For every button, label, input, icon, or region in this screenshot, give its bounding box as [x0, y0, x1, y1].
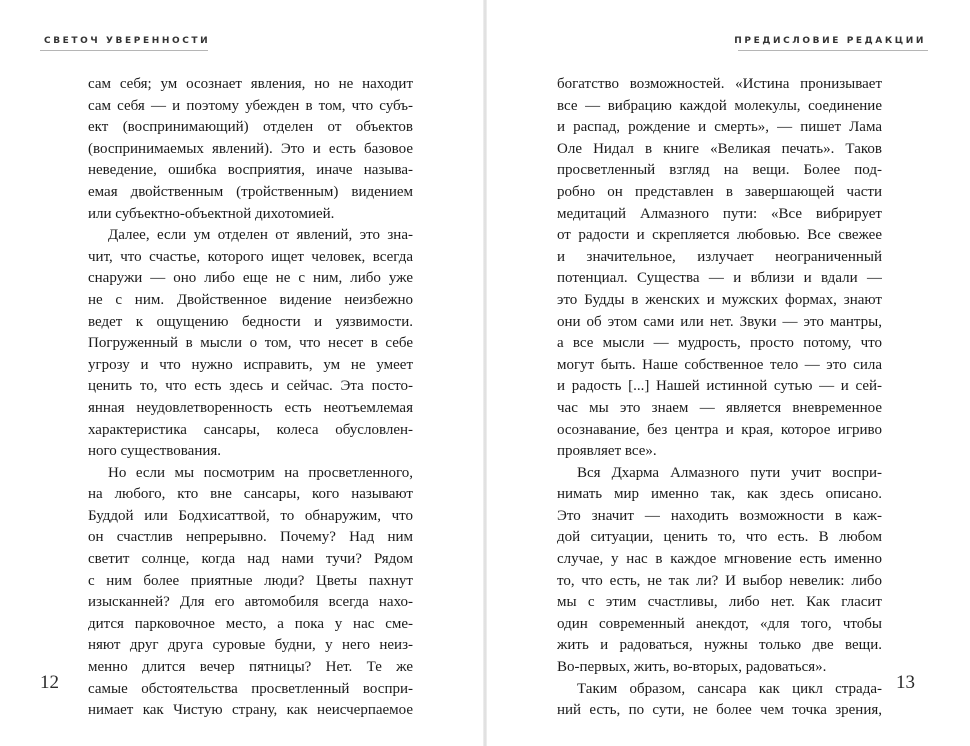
text-line: на любого, кто вне сансары, кого называют [88, 486, 413, 503]
text-line: ведет к ощущению бедности и уязвимости. [88, 313, 413, 330]
text-line: самые обстоятельства просветленный воспри- [88, 680, 413, 697]
text-line: Оле Нидал в книге «Великая печать». Таков [557, 140, 882, 157]
text-line: янная неудовлетворенность есть неотъемлемая [88, 399, 413, 416]
text-line: Вся Дхарма Алмазного пути учит воспри- [577, 464, 882, 481]
running-head-right: ПРЕДИСЛОВИЕ РЕДАКЦИИ [734, 36, 926, 46]
text-line: сам себя — и поэтому убежден в том, что субъ- [88, 97, 413, 114]
text-line: с ним более приятные люди? Цветы пахнут [88, 572, 413, 589]
text-line: или субъектно-объектной дихотомией. [88, 205, 335, 222]
text-line: ценить то, что есть здесь и сейчас. Эта посто- [88, 378, 413, 395]
text-line: от радости и скрепляется любовью. Все свежее [557, 227, 882, 244]
text-line: просветленный взгляд на вещи. Более под- [557, 162, 882, 179]
text-line: сам себя; ум осознает явления, но не находит [88, 76, 413, 92]
text-line: ний есть, по сути, не более чем точка зрения, [557, 702, 882, 719]
text-line: Таким образом, сансара как цикл страда- [577, 680, 882, 697]
text-line: и значительное, излучает неограниченный [557, 248, 882, 265]
text-line: богатство возможностей. «Истина пронизывает [557, 76, 882, 92]
text-line: это Будды в женских и мужских формах, знают [557, 291, 882, 308]
running-head-left: СВЕТОЧ УВЕРЕННОСТИ [44, 36, 211, 46]
text-line: снаружи — оно либо еще не с ним, либо уже [88, 270, 413, 287]
text-line: светит солнце, когда над нами тучи? Рядом [88, 551, 413, 568]
text-line: неведение, ошибка восприятия, иначе называ- [88, 162, 413, 179]
text-line: час мы это знаем — является вневременное [557, 399, 882, 416]
text-line: жить и радоваться, нужны только две вещи. [557, 637, 882, 654]
text-line: Но если мы посмотрим на просветленного, [108, 464, 413, 481]
text-line: изысканней? Для его автомобиля всегда нахо- [88, 594, 413, 611]
header-rule-left [40, 50, 208, 51]
text-line: и радость [...] Нашей истинной сутью — и сей- [557, 378, 882, 395]
text-line: Погруженный в мысли о том, что несет в себе [88, 335, 413, 352]
text-line: и распад, рождение и смерть», — пишет Лама [557, 119, 882, 136]
right-page-body [557, 74, 882, 722]
text-line: Буддой или Бодхисаттвой, то обнаружим, что [88, 507, 413, 524]
text-line: мы с этим счастливы, либо нет. Как гласит [557, 594, 882, 611]
text-line: то, что есть, не так ли? И выбор невелик: либо [557, 572, 882, 589]
text-line: менно длится вечер пятницы? Нет. Те же [88, 659, 413, 676]
text-line: он счастлив непрерывно. Почему? Над ним [88, 529, 413, 546]
text-line: Далее, если ум отделен от явлений, это зна- [108, 227, 413, 244]
text-line: все — вибрацию каждой молекулы, соединение [557, 97, 882, 114]
text-line: чит, что счастье, которого ищет человек, всегда [88, 248, 413, 265]
text-line: дой ситуации, ценить то, что есть. В любом [557, 529, 882, 546]
text-line: не с ним. Двойственное видение неизбежно [88, 291, 413, 308]
text-line: осознавание, без центра и края, которое игриво [557, 421, 882, 438]
text-line: случае, у нас в каждое мгновение есть именно [557, 551, 882, 568]
text-line: нимать мир именно так, как здесь описано. [557, 486, 882, 503]
text-line: Это значит — находить возможности в каж- [557, 507, 882, 524]
header-rule-right [738, 50, 928, 51]
text-line: ект (воспринимающий) отделен от объектов [88, 119, 413, 136]
text-line: дится парковочное место, а пока у нас сме- [88, 615, 413, 632]
text-line: (воспринимаемых явлений). Это и есть базовое [88, 140, 413, 157]
text-line: а все мысли — мудрость, просто потому, что [557, 335, 882, 352]
text-line: Во-первых, жить, во-вторых, радоваться». [557, 659, 827, 676]
text-line: потенциал. Существа — и вблизи и вдали — [557, 270, 882, 287]
text-line: нимает как Чистую страну, как неисчерпаемое [88, 702, 413, 719]
text-line: характеристика сансары, колеса обусловлен- [88, 421, 413, 438]
text-line: няют друг друга суровые будни, у него неиз- [88, 637, 413, 654]
left-page-body [88, 74, 413, 722]
text-line: емая двойственным (тройственным) видением [88, 183, 413, 200]
page-number-left: 12 [40, 672, 59, 693]
text-line: угрозу и что нужно исправить, ум не умеет [88, 356, 413, 373]
text-line: один современный анекдот, «для того, чтобы [557, 615, 882, 632]
page-number-right: 13 [896, 672, 915, 693]
text-line: проявляет все». [557, 443, 657, 460]
text-line: могут быть. Наше собственное тело — это сила [557, 356, 882, 373]
text-line: ного существования. [88, 443, 222, 460]
text-line: робно он представлен в завершающей части [557, 183, 882, 200]
right-page [485, 0, 970, 746]
text-line: медитаций Алмазного пути: «Все вибрирует [557, 205, 882, 222]
text-line: они об этом сами или нет. Звуки — это мантры, [557, 313, 882, 330]
